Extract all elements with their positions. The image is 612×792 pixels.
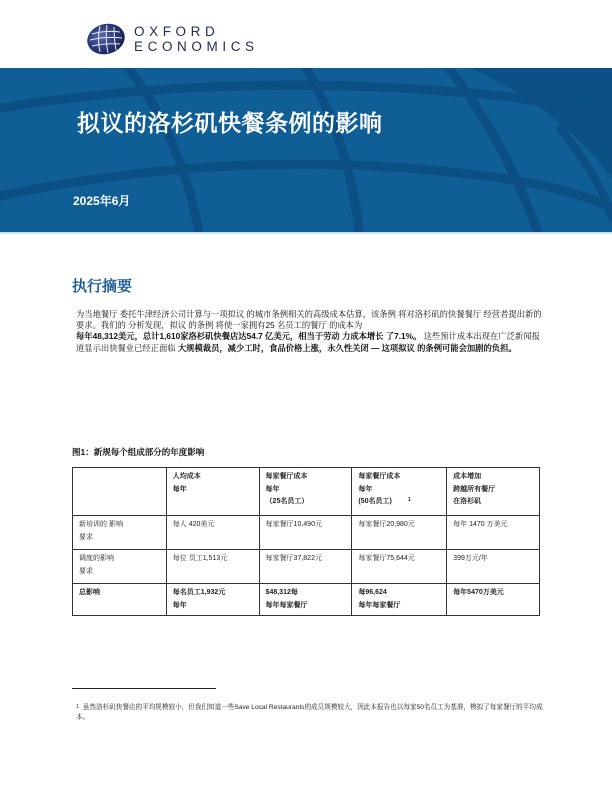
header-line: 跨越所有餐厅 <box>453 485 496 493</box>
summary-highlight-burden: 大规模裁员，减少工时，食品价格上涨，永久性关闭 — 这项拟议 的条例可能会加剧的负担。 <box>177 342 517 353</box>
table-header-cell <box>352 468 447 516</box>
summary-text: 这些预计成本出现在广泛新闻报道显示出快餐业已经正面临 <box>76 331 540 353</box>
header-line: (50名员工) <box>358 498 392 505</box>
row-label <box>73 550 167 584</box>
header-line: 成本增加 <box>453 473 482 480</box>
table-cell <box>352 584 447 616</box>
row-label-line: 新培训的 影响 <box>79 521 123 528</box>
table-cell: 399万元/年 <box>447 550 540 584</box>
summary-paragraph <box>76 309 546 354</box>
table-cell <box>259 584 352 616</box>
table-cell: 每家餐厅75,644元 <box>352 550 447 584</box>
summary-highlight-cost: 每年48,312美元，总计1,610家洛杉矶快餐店达54.7 亿美元，相当于劳动 力成本增长 了7.1%。 <box>76 331 422 342</box>
table-cell: 每年 1470 万美元 <box>447 516 540 550</box>
footnote <box>76 703 546 722</box>
header-line: （25名员工） <box>265 498 309 505</box>
table-header-cell <box>73 468 167 516</box>
logo-line-2: ECONOMICS <box>134 39 259 54</box>
table-header-cell <box>259 468 352 516</box>
table-cell: 每人 420美元 <box>166 516 259 550</box>
row-label-line: 要求 <box>79 567 93 575</box>
header-line: 每年 <box>265 485 280 493</box>
row-label-line: 要求 <box>79 533 93 541</box>
table-row <box>73 550 540 584</box>
table-cell: 每家餐厅37,822元 <box>259 550 352 584</box>
logo-line-1: OXFORD <box>134 24 220 39</box>
footnote-reference[interactable]: 1 <box>407 497 411 503</box>
logo-wordmark <box>134 24 259 54</box>
row-label-line: 调度的影响 <box>79 555 114 562</box>
banner-divider <box>0 232 612 234</box>
header-line: 每家餐厅成本 <box>358 473 401 480</box>
table-total-row <box>73 584 540 616</box>
table-cell: 每家餐厅10,490元 <box>259 516 352 550</box>
footnote-divider <box>72 688 216 689</box>
cell-line: 每年 <box>172 601 187 609</box>
summary-text: 为当地餐厅 委托牛津经济公司计算与一项拟议 的城市条例相关的高级成本估算，该条例 将对洛杉矶的快餐餐厅 经营者提出新的要求。我们的 分析发现，拟议 的条例 将使一家拥有25 名员工的餐厅 的成本为 <box>76 309 542 331</box>
table-header-cell <box>166 468 259 516</box>
header-line: 在洛杉矶 <box>453 498 482 505</box>
cell-line: 每年每家餐厅 <box>265 601 308 609</box>
globe-icon <box>86 22 126 56</box>
table-cell: 每位 员工1,513元 <box>166 550 259 584</box>
impact-table <box>72 467 540 616</box>
cell-line: $48,312每 <box>265 589 298 596</box>
header-line: 人均成本 <box>172 473 201 480</box>
table-cell <box>447 584 540 616</box>
row-label <box>73 516 167 550</box>
report-date: 2025年6月 <box>73 194 131 208</box>
header-line: 每家餐厅成本 <box>265 473 308 480</box>
cell-line: 每年每家餐厅 <box>358 601 401 609</box>
header-line: 每年 <box>172 485 187 493</box>
total-label: 总影响 <box>73 584 167 616</box>
footnote-text: 虽然洛杉矶快餐店的平均规模较小，但我们知道一些Save Local Restaurants的成员规模较大，因此本报告也以每家50名员工为基准，模拟了每家餐厅的平均成本。 <box>76 704 543 721</box>
table-cell <box>166 584 259 616</box>
title-banner <box>0 68 612 232</box>
oxford-economics-logo <box>86 21 259 57</box>
section-heading-executive-summary: 执行摘要 <box>72 278 133 295</box>
cell-line: 每名员工1,932元 <box>172 589 226 596</box>
table-row <box>73 516 540 550</box>
footnote-mark: 1 <box>76 704 79 710</box>
cell-line: 每96,624 <box>358 589 387 596</box>
report-title: 拟议的洛杉矶快餐条例的影响 <box>77 110 383 136</box>
cell-line: 每年5470万美元 <box>453 589 504 596</box>
header-line: 每年 <box>358 485 373 493</box>
table-cell: 每家餐厅20,980元 <box>352 516 447 550</box>
table-header-cell <box>447 468 540 516</box>
table-header-row <box>73 468 540 516</box>
figure-caption: 图1：新规每个组成部分的年度影响 <box>72 447 205 457</box>
